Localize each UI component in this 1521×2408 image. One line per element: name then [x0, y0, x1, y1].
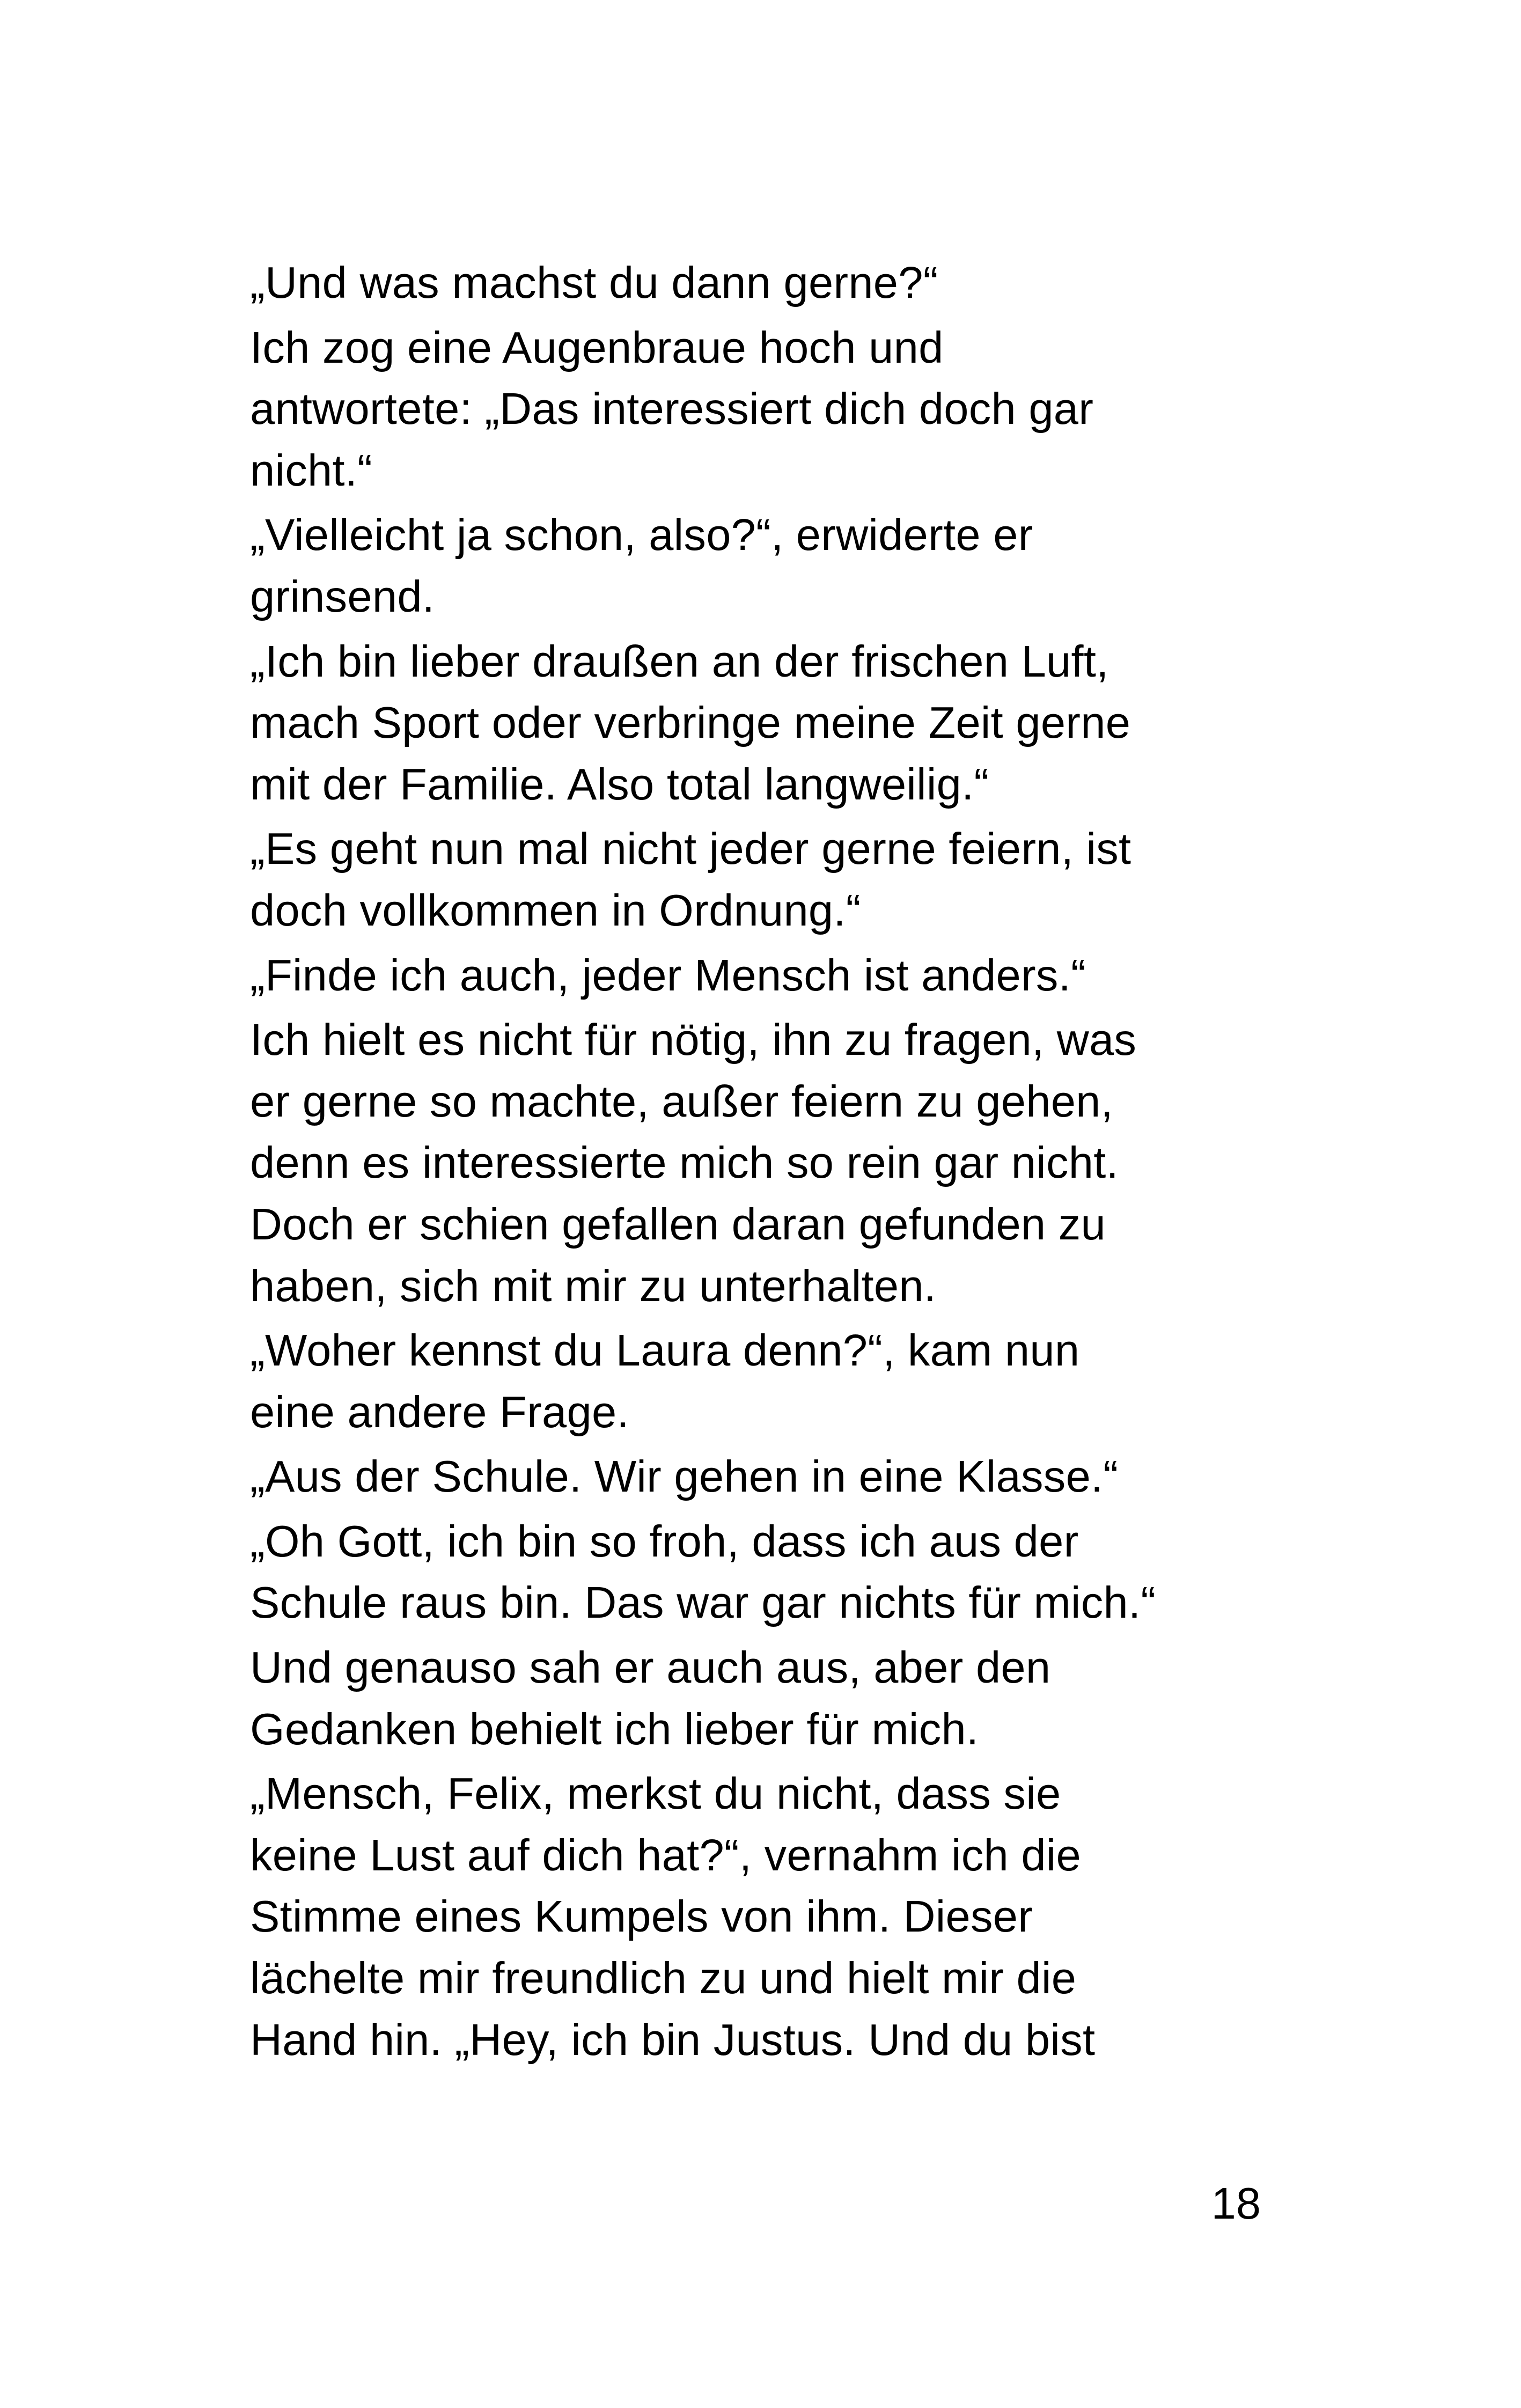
paragraph [250, 818, 1302, 941]
page-number: 18 [1211, 2178, 1261, 2228]
text-line: „Vielleicht ja schon, also?“, erwiderte er [250, 510, 1033, 560]
text-line: mit der Familie. Also total langweilig.“ [250, 759, 989, 809]
text-line: Ich hielt es nicht für nötig, ihn zu fragen, was [250, 1015, 1137, 1065]
text-line: antwortete: „Das interessiert dich doch gar [250, 384, 1094, 434]
paragraph [250, 317, 1302, 502]
text-line: Hand hin. „Hey, ich bin Justus. Und du bist [250, 2014, 1096, 2065]
text-line: nicht.“ [250, 445, 373, 495]
paragraph [250, 252, 1302, 314]
text-line: haben, sich mit mir zu unterhalten. [250, 1260, 937, 1311]
text-line: er gerne so machte, außer feiern zu gehen, [250, 1076, 1113, 1126]
text-line: „Finde ich auch, jeder Mensch ist anders.“ [250, 950, 1086, 1000]
text-line: grinsend. [250, 571, 435, 621]
paragraph [250, 1763, 1302, 2071]
text-line: eine andere Frage. [250, 1386, 629, 1437]
text-line: „Aus der Schule. Wir gehen in eine Klasse.“ [250, 1451, 1119, 1502]
paragraph [250, 1009, 1302, 1317]
paragraph [250, 1446, 1302, 1508]
text-line: Gedanken behielt ich lieber für mich. [250, 1704, 979, 1754]
text-line: keine Lust auf dich hat?“, vernahm ich die [250, 1830, 1081, 1880]
paragraph [250, 504, 1302, 627]
text-line: „Es geht nun mal nicht jeder gerne feiern, ist [250, 824, 1131, 874]
text-line: doch vollkommen in Ordnung.“ [250, 885, 861, 935]
text-line: mach Sport oder verbringe meine Zeit gerne [250, 698, 1131, 748]
text-line: „Oh Gott, ich bin so froh, dass ich aus der [250, 1516, 1079, 1566]
text-line: „Und was machst du dann gerne?“ [250, 258, 938, 307]
paragraph [250, 1320, 1302, 1443]
text-line: „Woher kennst du Laura denn?“, kam nun [250, 1325, 1080, 1376]
paragraph [250, 945, 1302, 1007]
text-line: Doch er schien gefallen daran gefunden zu [250, 1199, 1106, 1249]
paragraph [250, 631, 1302, 816]
body-text [250, 252, 1302, 2071]
text-line: denn es interessierte mich so rein gar nicht. [250, 1137, 1119, 1188]
text-line: „Mensch, Felix, merkst du nicht, dass sie [250, 1768, 1061, 1819]
text-line: Und genauso sah er auch aus, aber den [250, 1642, 1051, 1693]
paragraph [250, 1637, 1302, 1760]
text-line: „Ich bin lieber draußen an der frischen Luft, [250, 636, 1109, 686]
paragraph [250, 1511, 1302, 1634]
text-line: lächelte mir freundlich zu und hielt mir die [250, 1953, 1077, 2003]
text-line: Stimme eines Kumpels von ihm. Dieser [250, 1891, 1033, 1942]
text-line: Ich zog eine Augenbraue hoch und [250, 322, 944, 372]
text-line: Schule raus bin. Das war gar nichts für mich.“ [250, 1577, 1156, 1628]
